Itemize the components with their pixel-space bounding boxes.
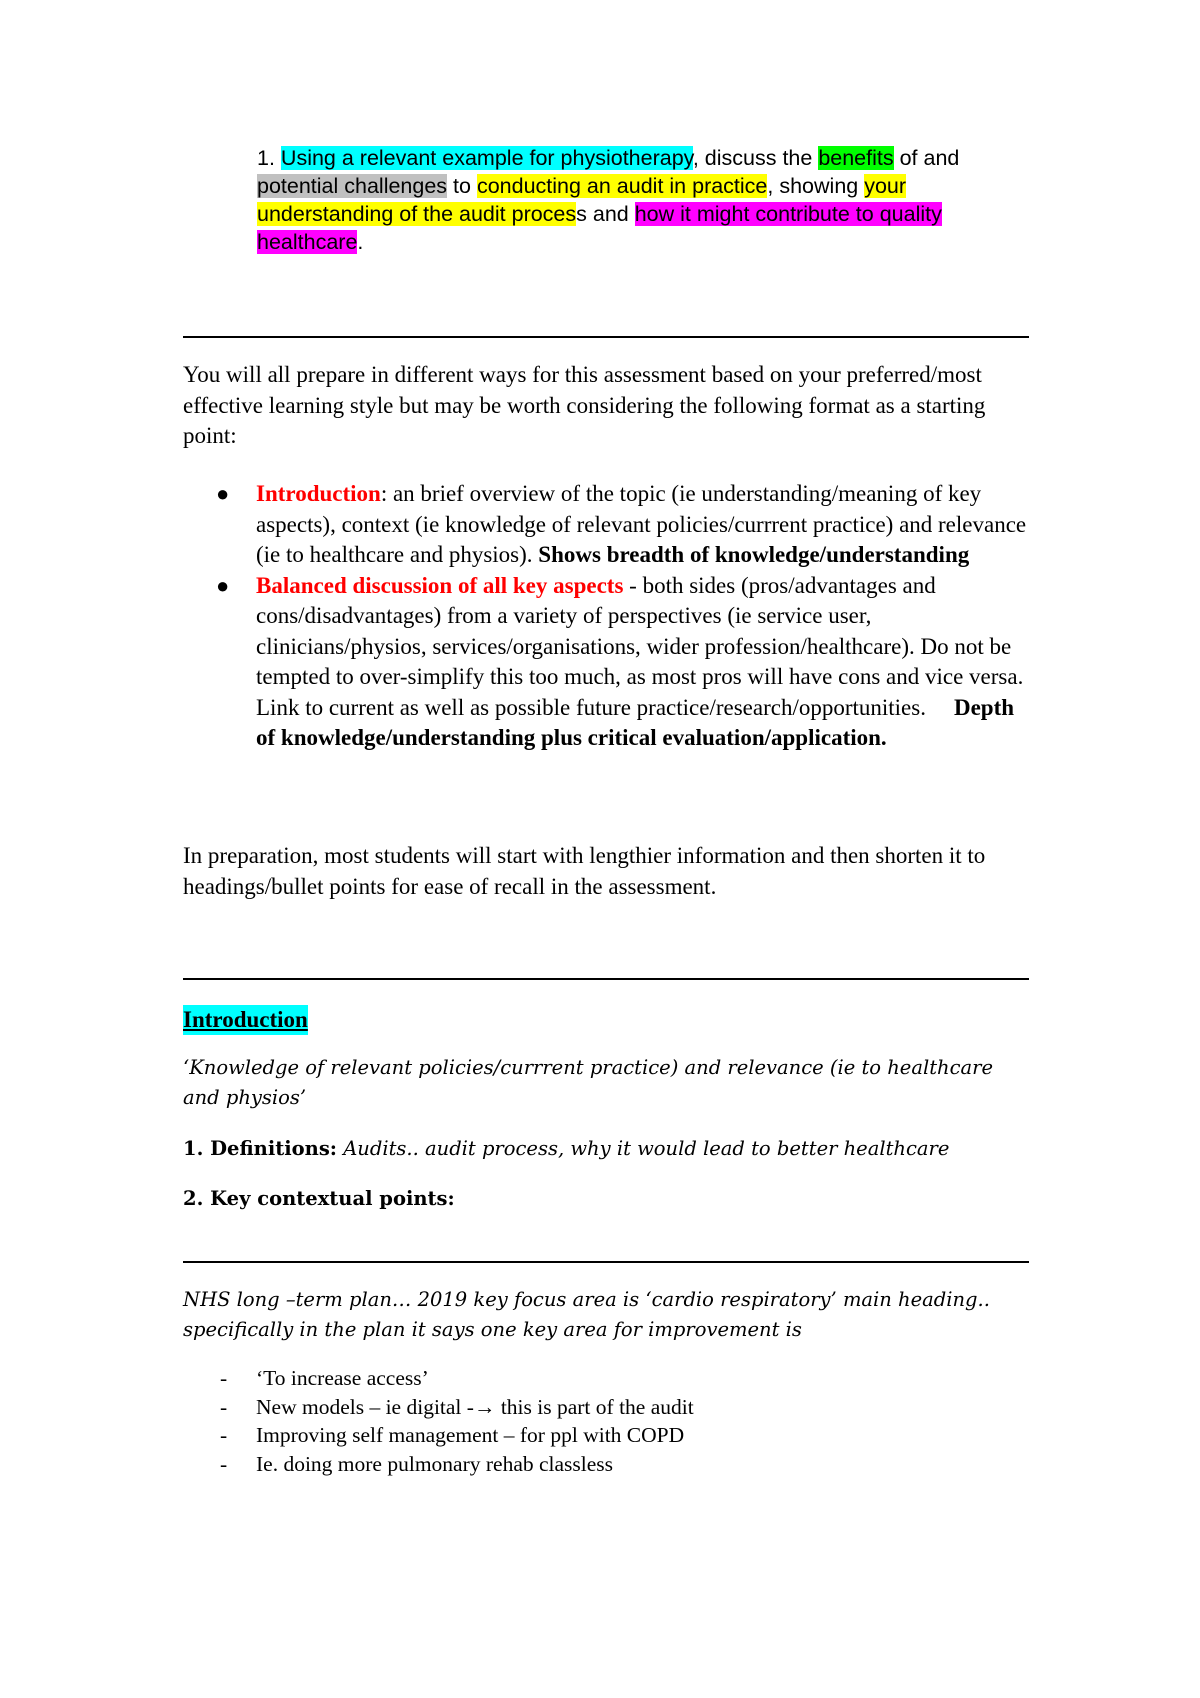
question-number: 1. [257, 146, 275, 170]
arrow-right-icon: → [473, 1394, 496, 1419]
highlight-audit: conducting an audit in practice [476, 174, 768, 198]
highlight-example: Using a relevant example for physiotherapy [280, 146, 693, 170]
bullet-heading: Balanced discussion of all key aspects [256, 572, 624, 598]
dash-icon: - [220, 1423, 228, 1447]
guidance-closing: In preparation, most students will start with lengthier information and then shorten it to headings/bullet points for ease of recall in the assessment. [183, 843, 986, 899]
guidance-intro: You will all prepare in different ways for this assessment based on your preferred/most effective learning style but may be worth considering the following format as a starting point: [183, 362, 986, 448]
definitions-line [183, 1134, 1028, 1164]
list-item-text: New models – ie digital - [256, 1394, 474, 1419]
list-item [183, 479, 1028, 571]
list-item-text: ‘To increase access’ [256, 1366, 429, 1390]
highlight-quality: how it might contribute to quality healthcare [257, 202, 942, 254]
dash-icon: - [220, 1451, 228, 1476]
list-item-text: this is part of the audit [495, 1394, 694, 1419]
list-item-text: Improving self management – for ppl with COPD [256, 1423, 685, 1447]
list-item [183, 1421, 1028, 1450]
bullet-bold: Depth of knowledge/understanding plus critical evaluation/application. [256, 694, 1015, 750]
divider [183, 336, 1029, 338]
question-text: . [357, 230, 364, 254]
question-text: to [447, 174, 477, 198]
list-item [183, 571, 1028, 754]
guidance-bullet-list [183, 479, 1028, 754]
question-text: s and [576, 202, 635, 226]
introduction-heading: Introduction [183, 1005, 308, 1035]
dash-icon: - [220, 1366, 228, 1390]
bullet-bold: Shows breadth of knowledge/understanding [538, 542, 970, 567]
definitions-text: Audits.. audit process, why it would lead to better healthcare [337, 1137, 950, 1160]
list-item [183, 1450, 1028, 1479]
bullet-text: - both sides (pros/advantages and cons/disadvantages) from a variety of perspectives (ie service user, clinicians/physios, services/organisations, wider profession/healthcare). Do not be tempted to over-simplify this too much, as most pros will have cons and vice versa. Link to current as well as possible future practice/research/opportunities. [256, 572, 1024, 720]
list-item-text: Ie. doing more pulmonary rehab classless [256, 1451, 614, 1476]
definitions-label: 1. Definitions: [183, 1137, 338, 1160]
question-text: , discuss the [692, 146, 819, 170]
dash-icon: - [220, 1394, 228, 1419]
question-text: of and [893, 146, 960, 170]
bullet-icon: ● [216, 481, 230, 506]
nhs-item-list [183, 1364, 1028, 1478]
list-item [183, 1364, 1028, 1393]
divider [183, 978, 1029, 980]
nhs-plan-text: NHS long –term plan… 2019 key focus area is ‘cardio respiratory’ main heading.. specifically in the plan it says one key area for improvement is [183, 1288, 990, 1341]
question-text: , showing [767, 174, 865, 198]
bullet-icon: ● [216, 572, 230, 598]
key-points-label: 2. Key contextual points: [183, 1187, 455, 1210]
assessment-question [257, 144, 1017, 256]
divider [183, 1261, 1029, 1263]
list-item [183, 1393, 1028, 1422]
bullet-text: : an brief overview of the topic (ie understanding/meaning of key aspects), context (ie knowledge of relevant policies/currrent practice) and relevance (ie to healthcare and physios). [256, 481, 1027, 567]
highlight-benefits: benefits [818, 146, 894, 170]
highlight-challenges: potential challenges [257, 174, 448, 198]
bullet-heading: Introduction [256, 481, 381, 506]
highlight-audit-process: your understanding of the audit proces [257, 174, 907, 226]
introduction-quote: ‘Knowledge of relevant policies/currrent practice) and relevance (ie to healthcare and physios’ [183, 1056, 993, 1109]
